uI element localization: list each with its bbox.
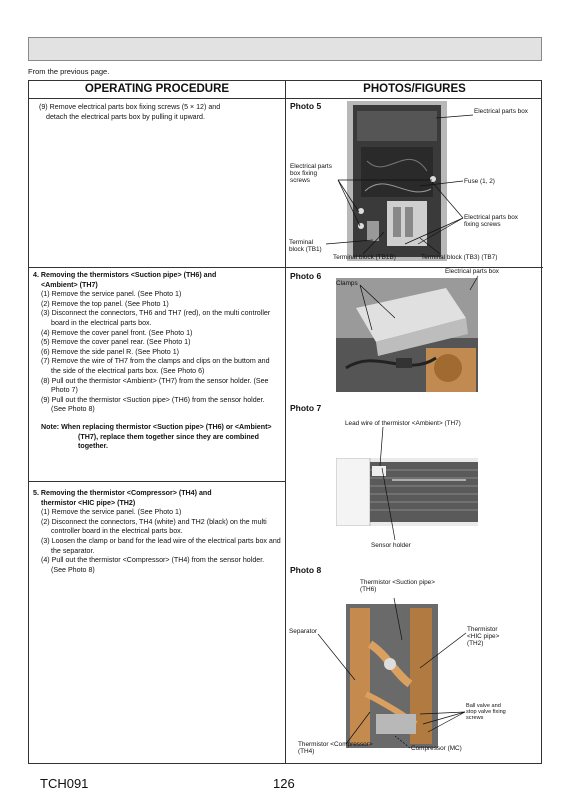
list-item: (9) Pull out the thermistor <Suction pipe> (TH6) from the sensor holder. (See Photo 8) (41, 395, 265, 414)
label-fuse: Fuse (1, 2) (464, 178, 495, 185)
list-item: (6) Remove the side panel R. (See Photo 1) (41, 347, 180, 356)
header-photos-figures: PHOTOS/FIGURES (363, 83, 466, 95)
label-terminal-block-tb1: Terminal block (TB1) (289, 239, 322, 253)
photo-7-title: Photo 7 (290, 403, 322, 413)
list-item: (3) Disconnect the connectors, TH6 and TH7 (red), on the multi controller board in the electrical parts box. (41, 309, 271, 327)
list-item: (1) Remove the service panel. (See Photo 1) (41, 290, 182, 299)
label-clamps: Clamps (336, 280, 358, 287)
label-separator: Separator (289, 628, 318, 635)
label-thermistor-hic-pipe: Thermistor <HIC pipe> (TH2) (467, 626, 500, 647)
list-item: (1) Remove the service panel. (See Photo 1) (41, 508, 182, 517)
label-ball-valve-screws: Ball valve and stop valve fixing screws (466, 703, 506, 721)
label-fixing-screws-left: Electrical parts box fixing screws (290, 163, 332, 184)
list-item: (2) Remove the top panel. (See Photo 1) (41, 299, 169, 308)
section-4-thermistors: 4. Removing the thermistors <Suction pipe> (TH6) and <Ambient> (TH7) (1) Remove the service panel. (See Photo 1) (2) Remove the top panel. (See Photo 1) (3) Disconnect the connectors, TH6 and TH7 (red), on the multi controller board in the electrical parts box. (4) Remove the cover panel front. (See Photo 1) (5) Remove the cover panel rear. (See Photo 1) (6) Remove the side panel R. (See Photo 1) (7) Remove the wire of TH7 from the clamps and clips on the buttom and the side of the electrical parts box. (See Photo 6) (8) Pull out the thermistor <Ambient> (TH7) from the sensor holder. (See Photo 7) (9) Pull out the thermistor <Suction pipe> (TH6) from the sensor holder. (See Photo 8) Note: When replacing thermistor <Suction pipe> (TH6) or <Ambient> (TH7), replace them together since they are combined together. (33, 271, 281, 452)
label-fixing-screws-right: Electrical parts box fixing screws (464, 214, 518, 228)
document-code: TCH091 (40, 776, 89, 791)
list-item: (7) Remove the wire of TH7 from the clamps and clips on the buttom and the side of the electrical parts box. (See Photo 6) (41, 357, 270, 375)
from-previous-text: From the previous page. (28, 67, 110, 76)
label-lead-wire-th7: Lead wire of thermistor <Ambient> (TH7) (345, 420, 461, 427)
photo-5-title: Photo 5 (290, 101, 322, 111)
label-electrical-parts-box-6: Electrical parts box (445, 268, 499, 275)
page-number: 126 (273, 776, 295, 791)
list-item: (5) Remove the cover panel rear. (See Photo 1) (41, 338, 191, 347)
label-compressor-mc: Compressor (MC) (411, 745, 462, 752)
replacement-note: Note: When replacing thermistor <Suction pipe> (TH6) or <Ambient> (TH7), replace them together since they are combined together. (41, 422, 272, 451)
list-item: (8) Pull out the thermistor <Ambient> (TH7) from the sensor holder. (See Photo 7) (41, 376, 269, 395)
list-item: (4) Remove the cover panel front. (See Photo 1) (41, 328, 193, 337)
label-thermistor-suction-pipe: Thermistor <Suction pipe> (TH6) (360, 579, 435, 593)
list-item: (3) Loosen the clamp or band for the lead wire of the electrical parts box and the separator. (41, 536, 281, 555)
list-item: (4) Pull out the thermistor <Compressor> (TH4) from the sensor holder. (See Photo 8) (41, 556, 265, 574)
label-thermistor-compressor: Thermistor <Compressor> (TH4) (298, 741, 373, 755)
label-sensor-holder: Sensor holder (371, 542, 411, 549)
header-operating-procedure: OPERATING PROCEDURE (84, 83, 230, 95)
list-item: (2) Disconnect the connectors, TH4 (white) and TH2 (black) on the multi controller board in the electrical parts box. (41, 517, 267, 536)
label-terminal-block-tb1b: Terminal block (TB1B) (333, 254, 396, 261)
photo-8-title: Photo 8 (290, 565, 322, 575)
photo-6-title: Photo 6 (290, 271, 322, 281)
label-terminal-block-tb3: Terminal block (TB3) (TB7) (421, 254, 498, 261)
section-5-thermistors: 5. Removing the thermistor <Compressor> (TH4) and thermistor <HIC pipe> (TH2) (1) Remove the service panel. (See Photo 1) (2) Disconnect the connectors, TH4 (white) and TH2 (black) on the multi controller board in the electrical parts box. (3) Loosen the clamp or band for the lead wire of the electrical parts box and the separator. (4) Pull out the thermistor <Compressor> (TH4) from the sensor holder. (See Photo 8) (33, 489, 281, 574)
step-9-text: (9) Remove electrical parts box fixing screws (5 × 12) and detach the electrical parts box by pulling it upward. (39, 103, 221, 121)
label-electrical-parts-box: Electrical parts box (474, 108, 528, 115)
